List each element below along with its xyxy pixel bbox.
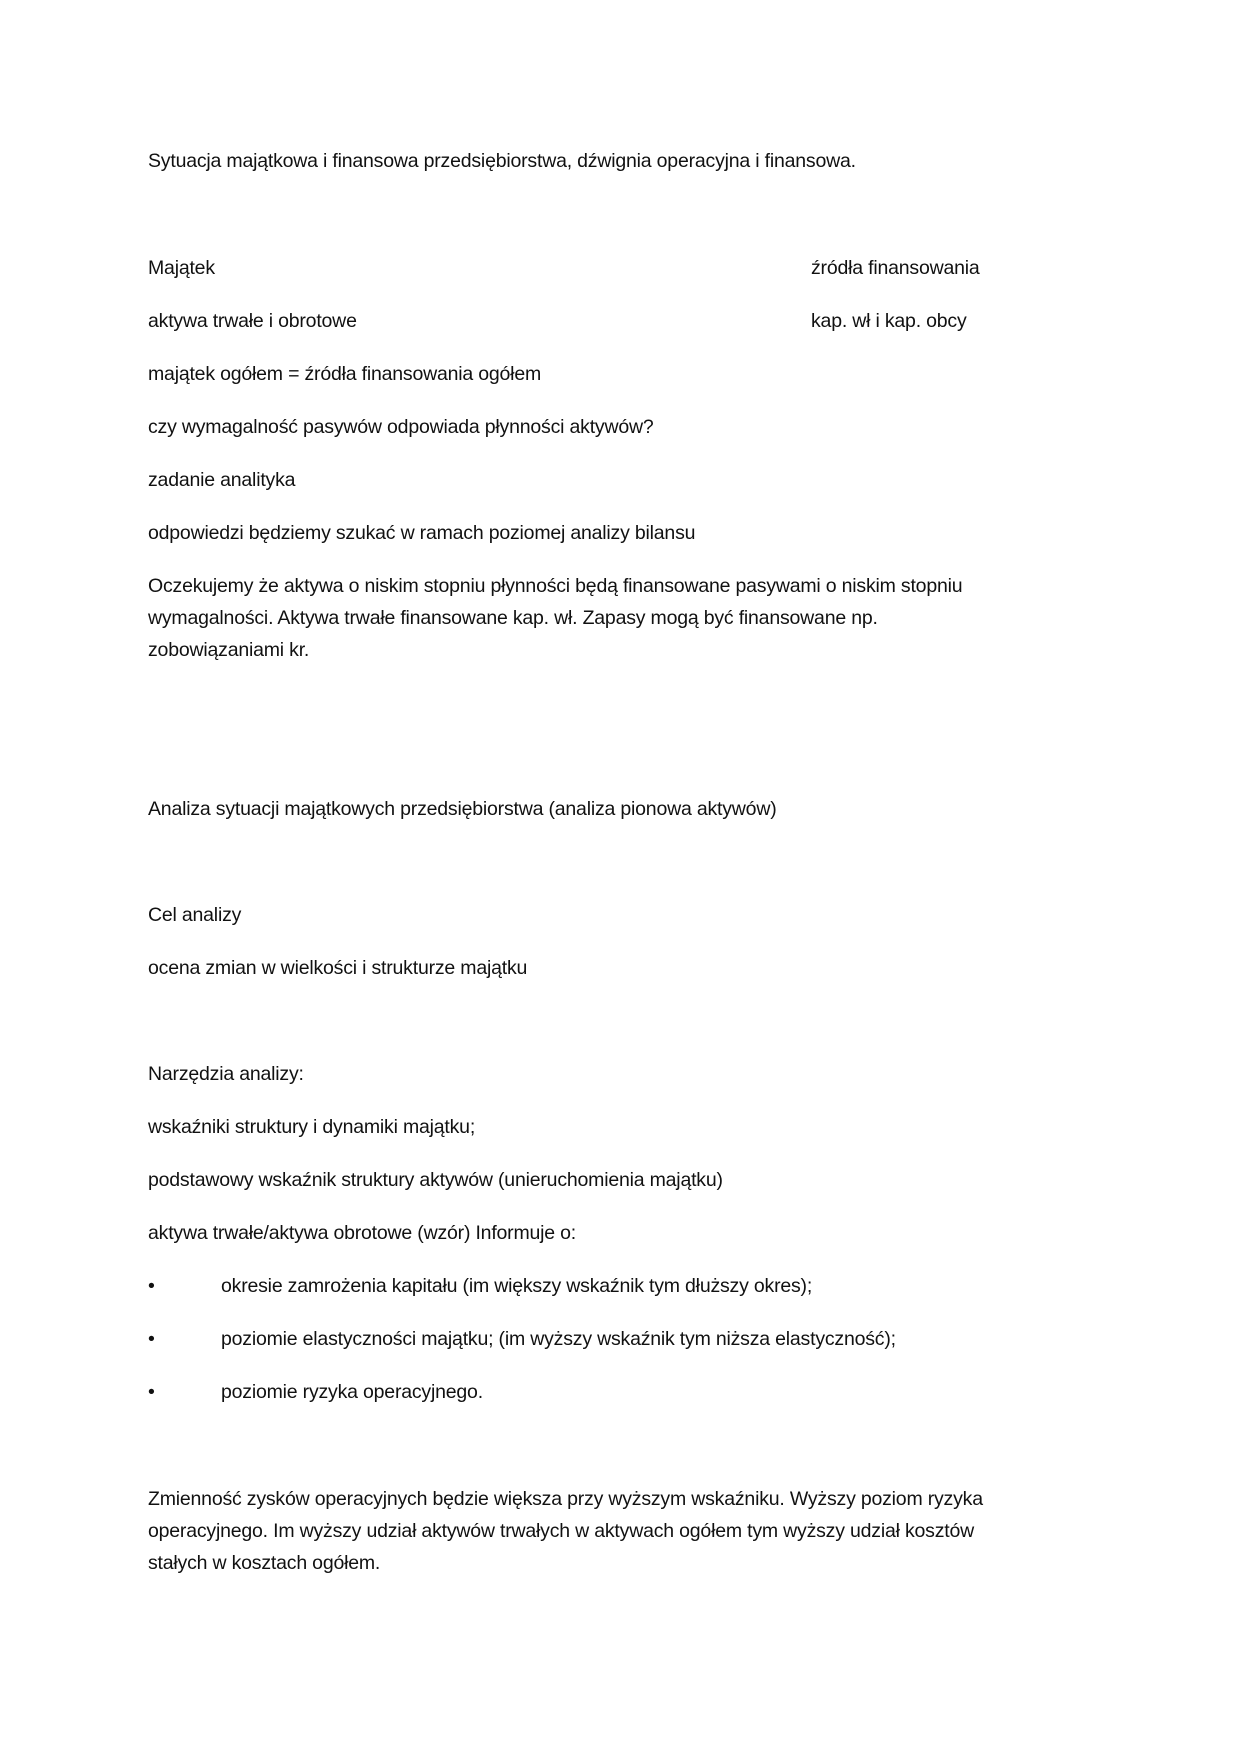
text-line: odpowiedzi będziemy szukać w ramach poziomej analizy bilansu — [148, 522, 696, 544]
financing-sources-subtext: kap. wł i kap. obcy — [811, 310, 967, 332]
bullet-icon: • — [148, 1328, 155, 1350]
paragraph-line: wymagalności. Aktywa trwałe finansowane kap. wł. Zapasy mogą być finansowane np. — [148, 607, 878, 629]
text-line: aktywa trwałe/aktywa obrotowe (wzór) Informuje o: — [148, 1222, 577, 1244]
goal-text: ocena zmian w wielkości i strukturze majątku — [148, 957, 528, 979]
paragraph-operational-risk — [148, 1483, 1068, 1579]
assets-subtext: aktywa trwałe i obrotowe — [148, 310, 357, 332]
assets-header: Majątek — [148, 257, 215, 279]
tools-label: Narzędzia analizy: — [148, 1063, 304, 1085]
section-title-asset-analysis: Analiza sytuacji majątkowych przedsiębiorstwa (analiza pionowa aktywów) — [148, 798, 777, 820]
bullet-text: poziomie ryzyka operacyjnego. — [221, 1381, 483, 1403]
paragraph-line: Oczekujemy że aktywa o niskim stopniu płynności będą finansowane pasywami o niskim stopniu — [148, 575, 963, 597]
document-title: Sytuacja majątkowa i finansowa przedsiębiorstwa, dźwignia operacyjna i finansowa. — [148, 150, 856, 172]
bullet-text: poziomie elastyczności majątku; (im wyższy wskaźnik tym niższa elastyczność); — [221, 1328, 896, 1350]
bullet-icon: • — [148, 1275, 155, 1297]
paragraph-line: Zmienność zysków operacyjnych będzie większa przy wyższym wskaźniku. Wyższy poziom ryzyka — [148, 1488, 983, 1510]
paragraph-line: stałych w kosztach ogółem. — [148, 1552, 381, 1574]
paragraph-financing-expectations — [148, 570, 1068, 666]
text-line: majątek ogółem = źródła finansowania ogółem — [148, 363, 542, 385]
goal-label: Cel analizy — [148, 904, 242, 926]
text-line: zadanie analityka — [148, 469, 296, 491]
text-line: podstawowy wskaźnik struktury aktywów (unieruchomienia majątku) — [148, 1169, 723, 1191]
text-line: wskaźniki struktury i dynamiki majątku; — [148, 1116, 476, 1138]
paragraph-line: zobowiązaniami kr. — [148, 639, 310, 661]
bullet-icon: • — [148, 1381, 155, 1403]
bullet-text: okresie zamrożenia kapitału (im większy wskaźnik tym dłuższy okres); — [221, 1275, 813, 1297]
text-line: czy wymagalność pasywów odpowiada płynności aktywów? — [148, 416, 654, 438]
financing-sources-header: źródła finansowania — [811, 257, 980, 279]
paragraph-line: operacyjnego. Im wyższy udział aktywów trwałych w aktywach ogółem tym wyższy udział kosztów — [148, 1520, 975, 1542]
